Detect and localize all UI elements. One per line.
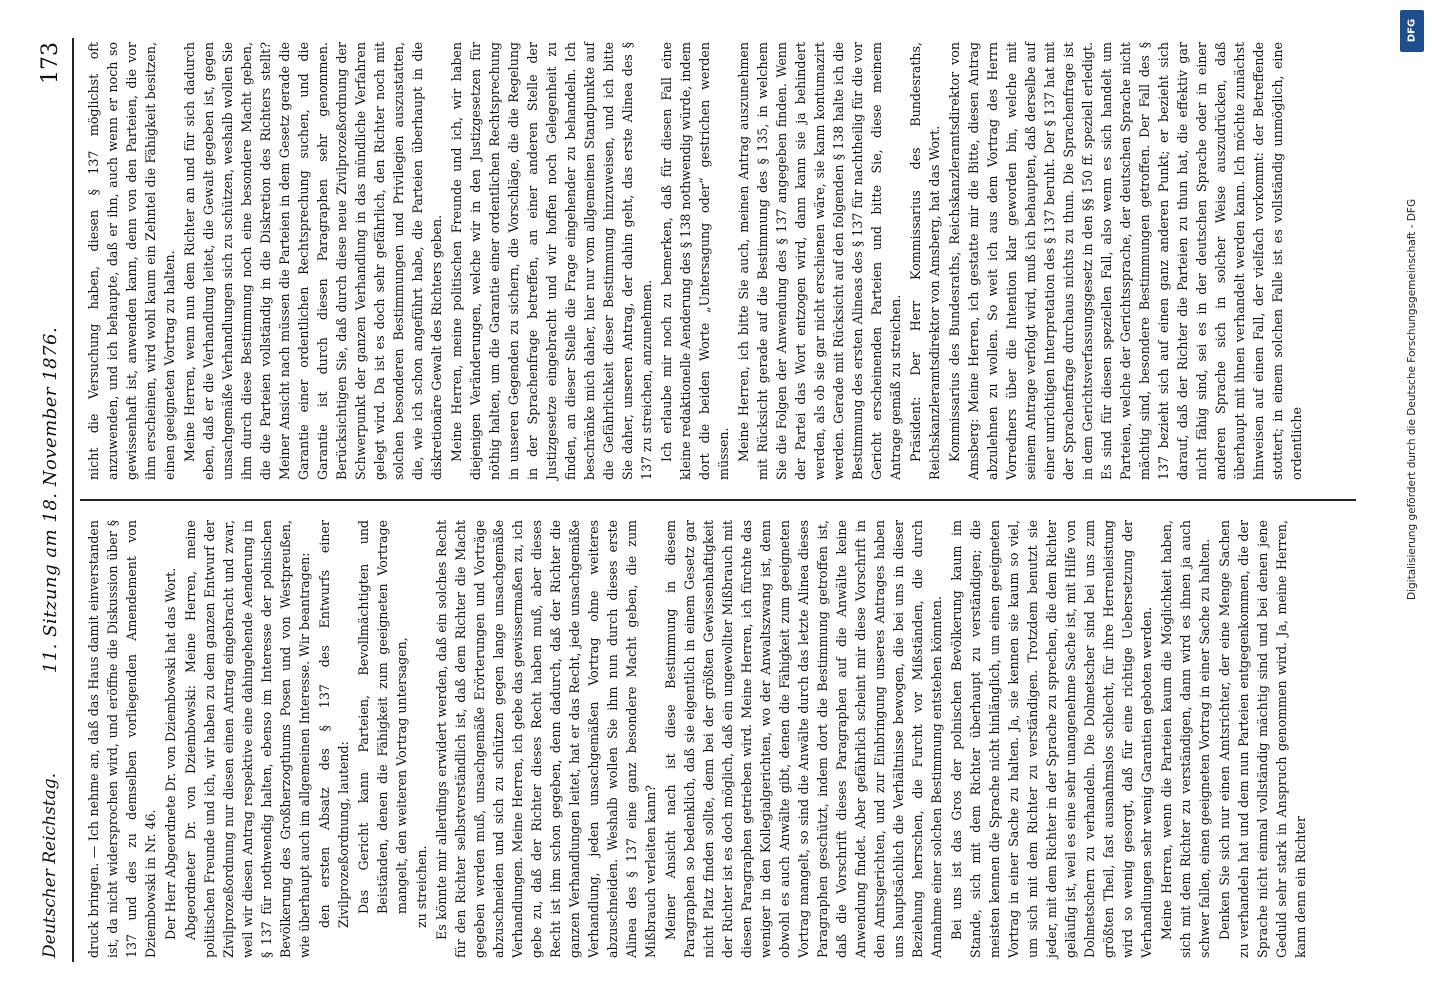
- paragraph: Bei uns ist das Gros der polnischen Bevölkerung kaum im Stande, sich mit dem Richter überhaupt zu verständigen; die meisten kennen die Sprache nicht hinlänglich, um einen geeigneten Vortrag in einer Sache zu halten. Ja, sie kennen sie kaum so viel, um sich mit dem Richter zu verständigen. Trotzdem benutzt sie jeder, mit dem Richter in der Sprache zu sprechen, die dem Richter geläufig ist, weil es eine sehr unangenehme Sache ist, mit Hilfe von Dolmetschern zu verhandeln. Die Dolmetscher sind bei uns zum größten Theil, fast ausnahmslos schlecht, für ihre Herrenleistung wird so wenig gesorgt, daß für eine richtige Uebersetzung der Verhandlungen sehr wenig Garantien geboten werden.: [949, 520, 1154, 958]
- paragraph: Abgeordneter Dr. von Dziembowski: Meine Herren, meine politischen Freunde und ich, wir haben zu dem ganzen Entwurf der Zivilprozeßordnung nur diesen einen Antrag eingebracht und zwar, weil wir diesen Antrag respektive eine dahingehende Aenderung in § 137 für nothwendig halten, ebenso im Interesse der polnischen Bevölkerung des Großherzogthums Posen und von Westpreußen, wie überhaupt auch im allgemeinen Interesse. Wir beantragen:: [183, 520, 312, 958]
- running-head: [36, 38, 68, 962]
- dfg-logo-text: DFG: [1406, 18, 1418, 43]
- running-head-left: Deutscher Reichstag.: [40, 773, 60, 958]
- column-divider: [80, 499, 1356, 501]
- dfg-logo-icon: [1400, 10, 1424, 52]
- paragraph: Kommissarius des Bundesraths, Reichskanzleramtsdirektor von Amsberg: Meine Herren, ich gestatte mir die Bitte, diesen Antrag abzulehnen zu wollen. So weit ich aus dem Vortrag des Herrn Vorredners über die Intention klar geworden bin, welche mit seinem Antrage verfolgt wird, muß ich behaupten, daß derselbe auf einer unrichtigen Interpretation des § 137 beruht. Der § 137 hat mit der Sprachenfrage durchaus nichts zu thun. Die Sprachenfrage ist in dem Gerichtsverfassungsgesetz in den §§ 150 ff. speziell erledigt. Es sind für diesen speziellen Fall, also wenn es sich handelt um Parteien, welche der Gerichtssprache, der deutschen Sprache nicht mächtig sind, besondere Bestimmungen getroffen. Der Fall des § 137 bezieht sich auf einen ganz anderen Punkt; er bezieht sich darauf, daß der Richter die Parteien zu thun hat, die effektiv gar nicht fähig sind, sei es in der deutschen Sprache oder in einer anderen Sprache sich in solcher Weise auszudrücken, daß überhaupt mit ihnen verhandelt werden kann. Ich möchte zunächst hinweisen auf einen Fall, der vielfach vorkommt: der Betreffende stottert; in einem solchen Falle ist es vollständig unmöglich, eine ordentliche: [947, 42, 1304, 480]
- left-column: [84, 520, 1356, 958]
- page-number: 173: [38, 42, 63, 84]
- paragraph: Es könnte mir allerdings erwidert werden, daß ein solches Recht für den Richter selbstverständlich ist, daß dem Richter die Macht gegeben werden muß, unsachgemäße Erörterungen und Vorträge abzuschneiden und sich zu schützen gegen lange unsachgemäße Verhandlungen. Meine Herren, ich gebe das gewissermaßen zu, ich gebe zu, daß der Richter dieses Recht haben muß, aber dieses Recht ist ihm schon gegeben, denn dadurch, daß der Richter die ganzen Verhandlungen leitet, hat er das Recht, jede unsachgemäße Verhandlung, jeden unsachgemäßen Vortrag ohne weiteres abzuschneiden. Weshalb wollen Sie ihm nun durch dieses erste Alinea des § 137 eine ganz besondere Macht geben, die zum Mißbrauch verleiten kann?: [434, 520, 658, 958]
- paragraph: zu streichen.: [414, 845, 429, 928]
- paragraph: den ersten Absatz des § 137 des Entwurfs einer Zivilprozeßordnung, lautend:: [317, 520, 351, 928]
- paragraph: druck bringen. — Ich nehme an, daß das Haus damit einverstanden ist, da nicht widersprochen wird, und eröffne die Diskussion über § 137 und des zu demselben vorliegenden Amendement von Dziembowski in Nr. 46.: [86, 520, 158, 958]
- paragraph: Meiner Ansicht nach ist diese Bestimmung in diesem Paragraphen so bedenklich, daß sie eigentlich in einem Gesetz gar nicht Platz finden sollte, denn bei der größten Gewissenhaftigkeit der Richter ist es doch möglich, daß ein ungewollter Mißbrauch mit diesen Paragraphen getrieben wird. Meine Herren, ich fürchte das weniger in den Kollegialgerichten, wo der Anwaltszwang ist, denn obwohl es auch Anwälte gibt, denen die Fähigkeit zum geeigneten Vortrag mangelt, so sind die Anwälte durch das letzte Alinea dieses Paragraphen geschützt, indem dort die Bestimmung getroffen ist, daß die Vorschrift dieses Paragraphen auf die Anwälte keine Anwendung findet. Aber gefährlich scheint mir diese Vorschrift in den Amtsgerichten, und zur Einbringung unseres Antrages haben uns hauptsächlich die Verhältnisse bewogen, die bei uns in dieser Beziehung herrschen, die Furcht vor Mißständen, die durch Annahme einer solchen Bestimmung entstehen könnten.: [663, 520, 944, 958]
- dfg-sidebar: [1392, 0, 1432, 1000]
- paragraph: Präsident: Der Herr Kommissarius des Bundesraths, Reichskanzleramtsdirektor von Amsberg, hat das Wort.: [908, 42, 942, 480]
- paragraph: Meine Herren, wenn die Parteien kaum die Möglichkeit haben, sich mit dem Richter zu verständigen, dann wird es ihnen ja auch schwer fallen, einen geeigneten Vortrag in einer Sache zu halten.: [1159, 520, 1212, 958]
- rotated-page: [16, 10, 1416, 990]
- paragraph: Das Gericht kann Parteien, Bevollmächtigten und Beiständen, denen die Fähigkeit zum geeigneten Vortrage mangelt, den weiteren Vortrag untersagen,: [356, 520, 409, 914]
- paragraph: nicht die Versuchung haben, diesen § 137 möglichst oft anzuwenden, und ich behaupte, daß er ihn, auch wenn er noch so gewissenhaft ist, anwenden kann, denn von den Parteien, die vor ihm erscheinen, wird wohl kaum ein Zehntel die Fähigkeit besitzen, einen geeigneten Vortrag zu halten.: [86, 42, 177, 480]
- paragraph: Meine Herren, wenn nun dem Richter an und für sich dadurch eben, daß er die Verhandlung leitet, die Gewalt gegeben ist, gegen unsachgemäße Verhandlungen sich zu schützen, weshalb wollen Sie ihm durch diese Bestimmung noch eine besondere Macht geben, die die Parteien vollständig in die Diskretion des Richters stellt? Meiner Ansicht nach müssen die Parteien in dem Gesetz gerade die Garantie einer ordentlichen Rechtsprechung suchen, und die Garantie ist durch diesen Paragraphen sehr genommen. Berücksichtigen Sie, daß durch diese neue Zivilprozeßordnung der Schwerpunkt der ganzen Verhandlung in das mündliche Verfahren gelegt wird. Da ist es doch sehr gefährlich, den Richter noch mit solchen besonderen Bestimmungen und Privilegien auszustatten, die, wie ich schon angeführt habe, die Parteien überhaupt in die diskretionäre Gewalt des Richters geben.: [182, 42, 444, 480]
- running-head-center: 11. Sitzung am 18. November 1876.: [40, 326, 61, 674]
- paragraph: Denken Sie sich nur einen Amtsrichter, der eine Menge Sachen zu verhandeln hat und dem nun Parteien entgegenkommen, die der Sprache nicht einmal vollständig mächtig sind und bei denen jene Geduld sehr stark in Anspruch genommen wird. Ja, meine Herren, kann denn ein Richter: [1217, 520, 1308, 958]
- dfg-credit: Digitalisierung gefördert durch die Deutsche Forschungsgemeinschaft - DFG: [1406, 198, 1418, 600]
- paragraph: Der Herr Abgeordnete Dr. von Dziembowski hat das Wort.: [163, 567, 178, 940]
- paragraph: Ich erlaube mir noch zu bemerken, daß für diesen Fall eine kleine redaktionelle Aenderung des § 138 nothwendig würde, indem dort die beiden Worte „Untersagung oder“ gestrichen werden müssen.: [659, 42, 731, 480]
- paragraph: Meine Herren, meine politischen Freunde und ich, wir haben diejenigen Veränderungen, welche wir in den Justizgesetzen für nöthig halten, um die Garantie einer ordentlichen Rechtsprechung in unseren Gegenden zu sichern, die Vorschläge, die die Regelung in der Sprachenfrage betreffen, an einer anderen Stelle der Justizgesetze eingebracht und wir hoffen noch Gelegenheit zu finden, an dieser Stelle die Frage eingehender zu behandeln. Ich beschränke mich daher, hier nur vom allgemeinen Standpunkte auf die Gefährlichkeit dieser Bestimmung hinzuweisen, und ich bitte Sie daher, unseren Antrag, der dahin geht, das erste Alinea des § 137 zu streichen, anzunehmen.: [449, 42, 654, 480]
- paragraph: Meine Herren, ich bitte Sie auch, meinen Antrag auszunehmen mit Rücksicht gerade auf die Bestimmung des § 135, in welchem Sie die Folgen der Anwendung des § 137 angegeben finden. Wenn der Partei das Wort entzogen wird, dann kann sie ja behindert werden, als ob sie gar nicht erschienen wäre, sie kann kontumazirt werden. Gerade mit Rücksicht auf den folgenden § 138 halte ich die Bestimmung des ersten Alineas des § 137 für nachtheilig für die vor Gericht erscheinenden Parteien und bitte Sie, diese meinem Antrage gemäß zu streichen.: [736, 42, 903, 480]
- header-rule: [72, 38, 74, 962]
- right-column: [84, 42, 1356, 480]
